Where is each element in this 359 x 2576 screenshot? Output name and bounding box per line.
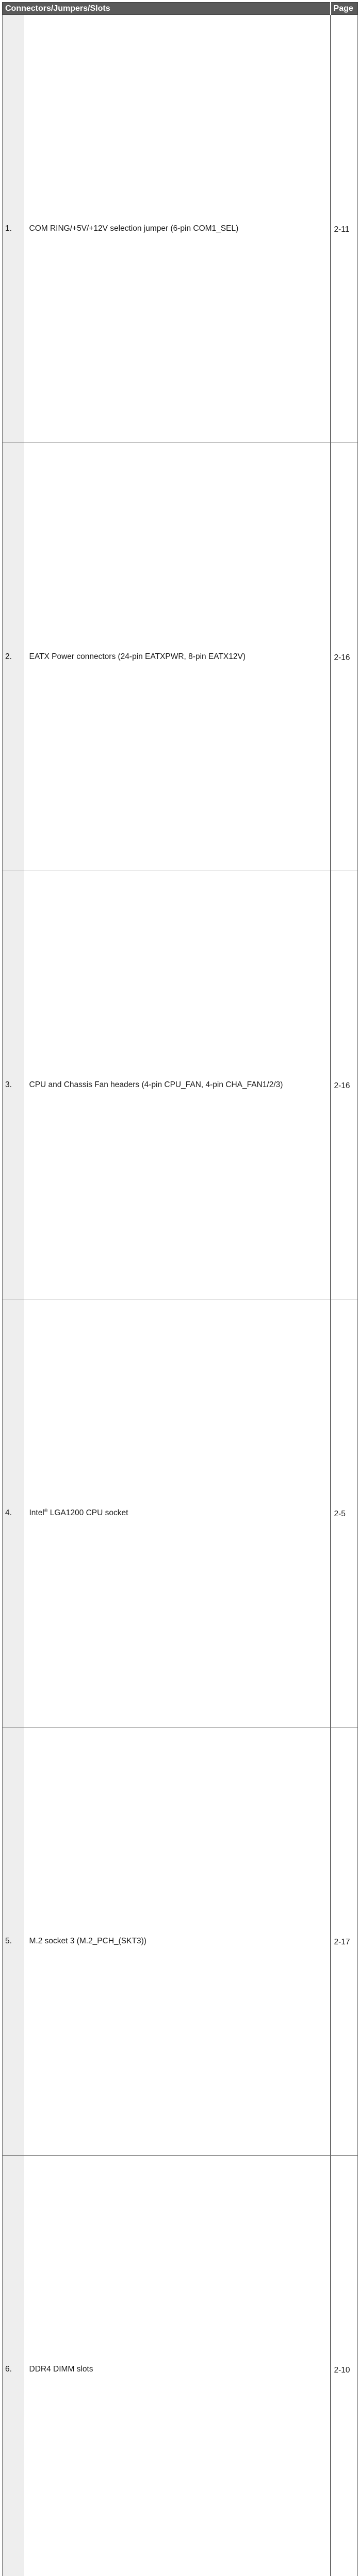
- registered-mark: ®: [44, 1508, 48, 1513]
- connectors-table: [2, 2, 358, 2576]
- document-page: [0, 0, 359, 428]
- row-description: DDR4 DIMM slots: [24, 2156, 331, 2576]
- row-description: [24, 1299, 331, 1727]
- table-row: [3, 1299, 358, 1727]
- row-number: 4.: [3, 1299, 24, 1727]
- table-row: [3, 1727, 358, 2156]
- header-connectors: Connectors/Jumpers/Slots: [3, 3, 331, 15]
- header-page: Page: [331, 3, 358, 15]
- desc-text: LGA1200 CPU socket: [47, 1509, 128, 1517]
- row-number: 3.: [3, 871, 24, 1299]
- table-row: [3, 443, 358, 871]
- row-number: 1.: [3, 15, 24, 443]
- desc-text: Intel: [29, 1509, 44, 1517]
- row-page: 2-11: [331, 15, 358, 443]
- row-page: 2-16: [331, 443, 358, 871]
- row-number: 2.: [3, 443, 24, 871]
- row-description: COM RING/+5V/+12V selection jumper (6-pin COM1_SEL): [24, 15, 331, 443]
- row-number: 6.: [3, 2156, 24, 2576]
- row-description: EATX Power connectors (24-pin EATXPWR, 8-pin EATX12V): [24, 443, 331, 871]
- row-page: 2-5: [331, 1299, 358, 1727]
- row-number: 5.: [3, 1727, 24, 2156]
- table-body: [3, 15, 358, 2576]
- row-page: 2-16: [331, 871, 358, 1299]
- table-row: [3, 2156, 358, 2576]
- header-row: [3, 3, 358, 15]
- table-row: [3, 15, 358, 443]
- row-description: M.2 socket 3 (M.2_PCH_(SKT3)): [24, 1727, 331, 2156]
- row-description: CPU and Chassis Fan headers (4-pin CPU_FAN, 4-pin CHA_FAN1/2/3): [24, 871, 331, 1299]
- row-page: 2-10: [331, 2156, 358, 2576]
- table-header: [3, 3, 358, 15]
- table-row: [3, 871, 358, 1299]
- row-page: 2-17: [331, 1727, 358, 2156]
